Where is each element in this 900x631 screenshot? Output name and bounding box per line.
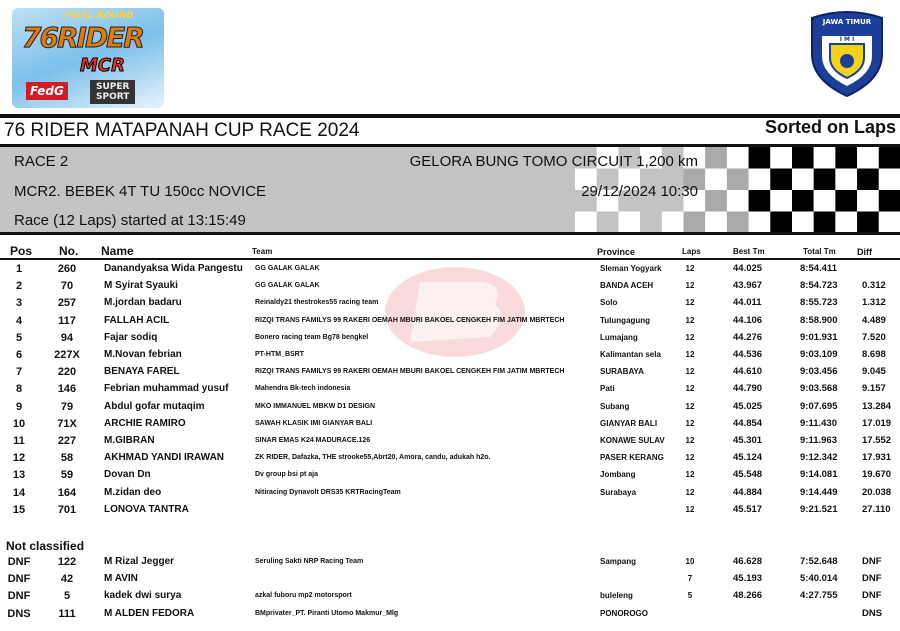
cell-no: 227X	[54, 349, 80, 361]
cell-diff: 17.552	[862, 435, 892, 446]
cell-pos: DNF	[7, 556, 31, 568]
flag-square	[705, 147, 727, 169]
flag-square	[835, 147, 857, 169]
cell-laps: 12	[685, 470, 695, 480]
cell-best: 44.025	[733, 263, 763, 274]
cell-total: 9:03.568	[800, 383, 838, 395]
flag-square	[727, 190, 749, 212]
cell-province: Subang	[600, 401, 630, 411]
cell-pos: DNF	[7, 573, 31, 586]
result-row	[0, 297, 900, 314]
cell-pos: 13	[12, 469, 26, 482]
flag-square	[770, 147, 792, 169]
col-laps: Laps	[682, 247, 701, 256]
cell-name: Febrian muhammad yusuf	[104, 383, 229, 395]
cell-team: PT-HTM_BSRT	[255, 351, 304, 358]
race-datetime: 29/12/2024 10:30	[581, 183, 698, 200]
cell-pos: 1	[15, 263, 23, 275]
cell-no: 257	[57, 297, 77, 310]
cell-diff: 0.312	[862, 280, 886, 292]
cell-name: M.Novan febrian	[104, 349, 182, 360]
col-pos: Pos	[10, 244, 33, 258]
cell-best: 44.011	[733, 297, 762, 309]
cell-diff: 27.110	[862, 503, 891, 515]
cell-province: Sleman Yogyark	[600, 264, 662, 273]
cell-no: 111	[58, 607, 76, 620]
event-logo: FINAL ROUND 76RIDER MCR FedG SUPER SPORT	[12, 8, 164, 108]
circuit-info: GELORA BUNG TOMO CIRCUIT 1,200 km	[409, 153, 698, 170]
cell-name: Fajar sodiq	[104, 331, 158, 343]
cell-team: ZK RIDER, Dafazka, THE strooke55,Abrt20, Amora, candu, adukah h2o.	[255, 454, 491, 462]
cell-best: 45.124	[733, 452, 763, 464]
cell-province: PASER KERANG	[600, 453, 664, 463]
col-name: Name	[101, 244, 134, 258]
cell-province: SURABAYA	[600, 367, 644, 377]
col-best: Best Tm	[733, 247, 765, 256]
not-classified-heading: Not classified	[6, 539, 85, 553]
flag-square	[705, 169, 727, 191]
cell-total: 8:58.900	[800, 314, 838, 326]
flag-square	[814, 190, 836, 212]
cell-diff: 19.670	[862, 469, 892, 481]
cell-no: 5	[63, 590, 71, 603]
flag-square	[749, 212, 771, 234]
cell-pos: 15	[12, 503, 26, 516]
cell-no: 122	[57, 556, 77, 568]
cell-laps: 10	[685, 557, 695, 566]
cell-team: MKO IMMANUEL MBKW D1 DESIGN	[255, 402, 376, 410]
cell-diff: 7.520	[862, 331, 886, 343]
cell-total: 9:14.081	[800, 469, 838, 481]
flag-square	[792, 190, 814, 212]
result-row	[0, 383, 900, 400]
result-row	[0, 315, 900, 332]
cell-laps: 12	[685, 453, 695, 463]
cell-laps: 5	[687, 591, 693, 601]
flag-square	[770, 169, 792, 191]
cell-best: 44.276	[733, 331, 763, 343]
cell-team: Nitiracing Dynavolt DRS35 KRTRacingTeam	[255, 488, 401, 496]
col-province: Province	[597, 247, 636, 257]
flag-square	[814, 212, 836, 234]
result-row	[0, 332, 900, 349]
result-row	[0, 366, 900, 383]
cell-no: 58	[60, 452, 74, 465]
flag-square	[857, 212, 879, 234]
cell-best: 45.301	[733, 435, 763, 446]
cell-team: SINAR EMAS K24 MADURACE.126	[255, 437, 371, 444]
cell-laps: 12	[685, 504, 695, 514]
cell-total: 4:27.755	[800, 590, 838, 602]
cell-best: 45.193	[733, 573, 763, 585]
cell-name: BENAYA FAREL	[104, 366, 180, 378]
flag-square	[575, 212, 597, 234]
cell-pos: 11	[13, 435, 25, 447]
cell-name: FALLAH ACIL	[104, 314, 170, 326]
cell-province: Sampang	[600, 557, 637, 566]
cell-no: 94	[60, 331, 74, 344]
cell-best: 45.517	[733, 503, 763, 515]
flag-square	[705, 190, 727, 212]
cell-diff: 1.312	[862, 297, 886, 309]
cell-pos: 5	[15, 331, 23, 344]
divider	[0, 258, 900, 260]
flag-square	[727, 169, 749, 191]
race-class: MCR2. BEBEK 4T TU 150cc NOVICE	[14, 183, 267, 200]
race-start: Race (12 Laps) started at 13:15:49	[14, 212, 246, 229]
cell-province: PONOROGO	[600, 608, 649, 618]
cell-team: Mahendra Bk-tech indonesia	[255, 385, 351, 393]
cell-pos: 8	[15, 383, 23, 396]
cell-total: 8:55.723	[800, 297, 838, 309]
cell-best: 44.854	[733, 417, 763, 429]
cell-laps: 12	[685, 332, 695, 342]
cell-total: 9:12.342	[800, 452, 838, 464]
cell-diff: 13.284	[862, 400, 892, 412]
cell-diff: 9.157	[862, 383, 886, 395]
cell-province: Jombang	[600, 470, 636, 480]
cell-no: 220	[57, 366, 77, 379]
cell-pos: 14	[12, 486, 26, 499]
cell-province: Lumajang	[600, 332, 638, 342]
cell-diff: 9.045	[862, 366, 886, 378]
cell-best: 45.548	[733, 469, 763, 481]
cell-laps: 12	[685, 436, 695, 445]
cell-province: BANDA ACEH	[600, 281, 654, 291]
cell-diff: 17.931	[862, 452, 892, 464]
cell-team: Dv group bsi pt aja	[255, 471, 319, 479]
cell-province: Tulungagung	[600, 315, 651, 325]
cell-diff: 20.038	[862, 486, 892, 498]
cell-pos: 10	[12, 417, 26, 430]
flag-square	[749, 169, 771, 191]
cell-laps: 12	[685, 315, 695, 325]
flag-square	[792, 169, 814, 191]
cell-total: 9:14.449	[800, 486, 838, 498]
cell-laps: 12	[685, 367, 695, 377]
cell-diff: 17.019	[862, 417, 892, 429]
flag-square	[640, 212, 662, 234]
flag-square	[857, 169, 879, 191]
cell-best: 44.106	[733, 314, 763, 326]
sort-label: Sorted on Laps	[764, 117, 896, 137]
cell-name: M Syirat Syauki	[104, 280, 178, 292]
flag-square	[879, 190, 900, 212]
cell-province: Solo	[600, 298, 618, 308]
flag-square	[857, 190, 879, 212]
cell-laps: 12	[685, 264, 695, 273]
svg-text:JAWA TIMUR: JAWA TIMUR	[822, 18, 872, 26]
cell-best: 44.610	[733, 366, 763, 378]
cell-total: 8:54.723	[800, 280, 838, 292]
event-title: 76 RIDER MATAPANAH CUP RACE 2024	[4, 120, 360, 141]
flag-square	[662, 212, 684, 234]
cell-name: LONOVA TANTRA	[104, 503, 189, 515]
flag-square	[879, 169, 900, 191]
flag-square	[618, 212, 640, 234]
cell-best: 43.967	[733, 280, 763, 292]
col-team: Team	[252, 247, 273, 256]
flag-square	[792, 147, 814, 169]
cell-best: 44.536	[733, 349, 763, 360]
result-row	[0, 452, 900, 469]
cell-diff: DNS	[862, 607, 883, 619]
cell-total: 9:11.430	[800, 417, 837, 429]
cell-name: M ALDEN FEDORA	[104, 607, 195, 619]
cell-province: Pati	[600, 384, 615, 394]
result-row	[0, 263, 900, 280]
cell-no: 117	[58, 314, 76, 327]
result-row	[0, 280, 900, 297]
cell-pos: DNS	[7, 607, 31, 620]
col-total: Total Tm	[803, 247, 836, 256]
cell-pos: 9	[15, 400, 23, 413]
cell-laps: 12	[685, 401, 695, 411]
flag-square	[770, 190, 792, 212]
cell-pos: 3	[15, 297, 23, 310]
col-diff: Diff	[857, 247, 872, 257]
cell-name: Abdul gofar mutaqim	[104, 400, 205, 412]
cell-team: SAWAH KLASIK IMI GIANYAR BALI	[255, 419, 373, 427]
cell-laps: 7	[687, 574, 693, 584]
cell-total: 9:07.695	[800, 400, 838, 412]
result-row	[0, 487, 900, 504]
cell-total: 9:01.931	[800, 331, 838, 343]
cell-name: ARCHIE RAMIRO	[104, 417, 186, 429]
cell-best: 45.025	[733, 400, 763, 412]
cell-laps: 12	[685, 350, 695, 359]
race-number: RACE 2	[14, 153, 69, 170]
cell-name: M.GIBRAN	[104, 435, 155, 446]
cell-total: 9:11.963	[800, 435, 837, 446]
result-row	[0, 590, 900, 607]
cell-laps: 12	[685, 384, 695, 394]
cell-name: M Rizal Jegger	[104, 556, 175, 567]
result-row	[0, 401, 900, 418]
cell-no: 71X	[57, 417, 77, 430]
cell-laps: 12	[685, 418, 695, 428]
cell-team: Reinaldy21 thestrokes55 racing team	[255, 299, 379, 307]
cell-team: Bonero racing team Bg78 bengkel	[255, 333, 369, 341]
result-row	[0, 556, 900, 573]
cell-no: 70	[60, 280, 74, 293]
cell-team: azkal fuboru mp2 motorsport	[255, 592, 352, 600]
flag-square	[792, 212, 814, 234]
cell-best: 48.266	[733, 590, 763, 602]
cell-team: GG GALAK GALAK	[255, 282, 320, 290]
cell-no: 701	[57, 503, 77, 516]
cell-laps: 12	[685, 281, 695, 291]
cell-total: 9:03.109	[800, 349, 838, 360]
cell-diff: DNF	[862, 573, 882, 585]
imi-jawa-timur-logo	[808, 8, 886, 98]
cell-name: M AVIN	[104, 573, 138, 585]
flag-square	[705, 212, 727, 234]
col-no: No.	[59, 244, 79, 258]
cell-total: 7:52.648	[800, 556, 838, 567]
cell-pos: 7	[15, 366, 23, 379]
cell-diff: 8.698	[862, 349, 886, 360]
cell-name: M.zidan deo	[104, 486, 162, 498]
cell-province: Surabaya	[600, 487, 637, 497]
flag-square	[835, 212, 857, 234]
flag-square	[684, 212, 706, 234]
result-row	[0, 418, 900, 435]
result-row	[0, 349, 900, 366]
cell-laps: 12	[685, 298, 695, 308]
result-row	[0, 608, 900, 625]
flag-square	[835, 190, 857, 212]
flag-square	[727, 212, 749, 234]
cell-province: GIANYAR BALI	[600, 418, 658, 428]
flag-square	[749, 147, 771, 169]
cell-no: 260	[57, 263, 77, 275]
flag-square	[749, 190, 771, 212]
cell-team: GG GALAK GALAK	[255, 265, 320, 272]
flag-square	[835, 169, 857, 191]
cell-name: AKHMAD YANDI IRAWAN	[104, 452, 225, 464]
cell-no: 42	[60, 573, 74, 586]
flag-square	[814, 147, 836, 169]
result-row	[0, 573, 900, 590]
cell-total: 9:21.521	[800, 503, 838, 515]
result-row	[0, 504, 900, 521]
cell-team: RIZQI TRANS FAMILYS 99 RAKERI OEMAH MBURI BAKOEL CENGKEH FIM JATIM MBRTECH	[255, 316, 565, 324]
flag-square	[857, 147, 879, 169]
result-row	[0, 469, 900, 486]
cell-pos: DNF	[7, 590, 31, 603]
cell-no: 146	[57, 383, 77, 396]
cell-total: 8:54.411	[800, 263, 837, 274]
flag-square	[814, 169, 836, 191]
cell-diff: DNF	[862, 590, 882, 602]
svg-text:I M I: I M I	[839, 36, 855, 43]
result-row	[0, 435, 900, 452]
cell-name: kadek dwi surya	[104, 590, 182, 602]
cell-team: Seruling Sakti NRP Racing Team	[255, 558, 364, 565]
cell-best: 44.790	[733, 383, 763, 395]
cell-total: 5:40.014	[800, 573, 838, 585]
cell-diff: 4.489	[862, 314, 886, 326]
cell-no: 79	[60, 400, 74, 413]
cell-no: 164	[57, 486, 77, 499]
flag-square	[727, 147, 749, 169]
cell-no: 227	[57, 435, 77, 447]
cell-laps: 12	[685, 487, 695, 497]
cell-name: Danandyaksa Wida Pangestu	[104, 263, 243, 274]
cell-pos: 2	[15, 280, 23, 293]
cell-province: Kalimantan sela	[600, 350, 661, 359]
flag-square	[770, 212, 792, 234]
cell-name: Dovan Dn	[104, 469, 151, 481]
cell-team: RIZQI TRANS FAMILYS 99 RAKERI OEMAH MBURI BAKOEL CENGKEH FIM JATIM MBRTECH	[255, 368, 565, 376]
cell-diff: DNF	[862, 556, 882, 567]
flag-square	[879, 212, 900, 234]
cell-name: M.jordan badaru	[104, 297, 182, 309]
cell-total: 9:03.456	[800, 366, 838, 378]
cell-best: 46.628	[733, 556, 763, 567]
cell-pos: 4	[15, 314, 23, 327]
divider	[0, 232, 900, 235]
cell-pos: 12	[12, 452, 26, 465]
cell-best: 44.884	[733, 486, 763, 498]
cell-pos: 6	[15, 349, 23, 361]
cell-province: KONAWE SULAV	[600, 436, 665, 445]
cell-no: 59	[60, 469, 74, 482]
flag-square	[879, 147, 900, 169]
cell-province: buleleng	[600, 591, 633, 601]
cell-team: BMprivater_PT. Piranti Utomo Makmur_Mlg	[255, 609, 399, 617]
